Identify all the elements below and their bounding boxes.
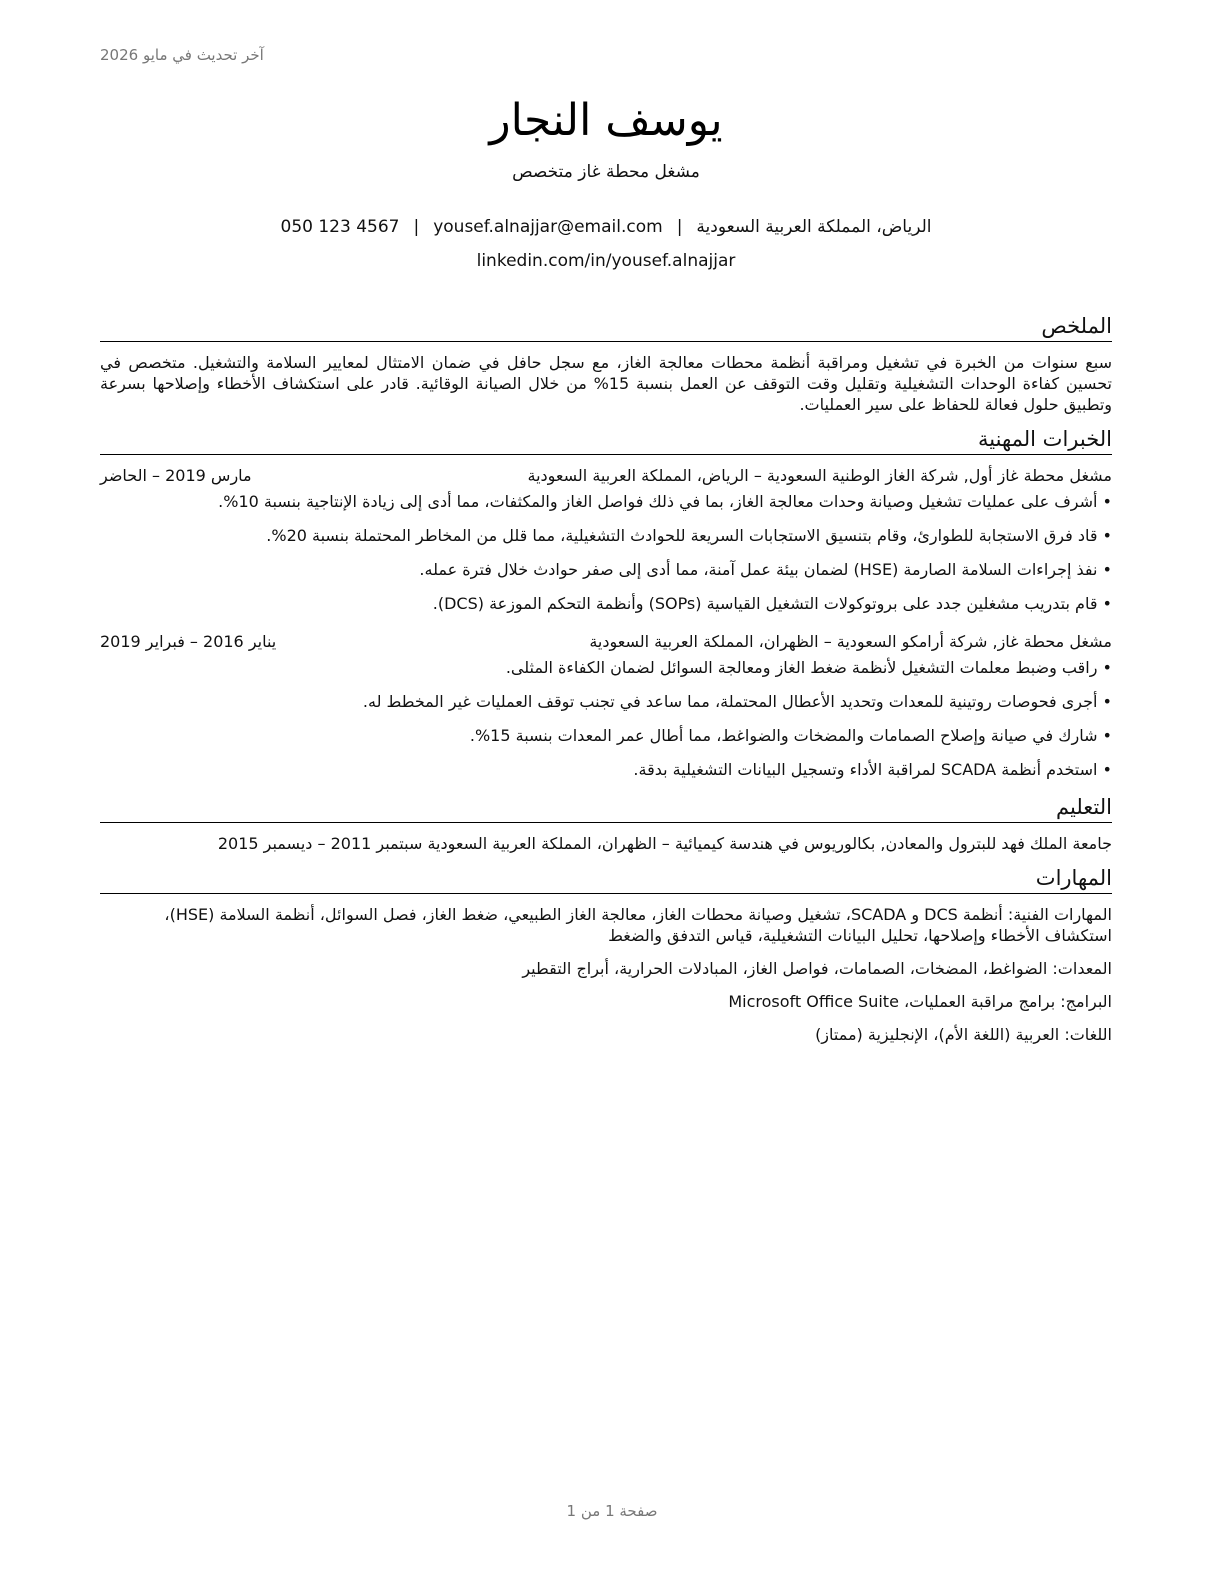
skill-line: المعدات: الضواغط، المضخات، الصمامات، فواصل الغاز، المبادلات الحرارية، أبراج التقطير (522, 959, 1112, 978)
job-date: مارس 2019 – الحاضر (100, 466, 252, 485)
skill-line: المهارات الفنية: أنظمة DCS و SCADA، تشغيل وصيانة محطات الغاز، معالجة الغاز الطبيعي، ضغط الغاز، فصل السوائل، أنظمة السلامة (HSE)، استكشاف الأخطاء وإصلاحها، تحليل البيانات التشغيلية، قياس التدفق والضغط (164, 905, 1112, 945)
job-role: مشغل محطة غاز أول, شركة الغاز الوطنية السعودية – الرياض، المملكة العربية السعودية (527, 466, 1112, 485)
job-role: مشغل محطة غاز, شركة أرامكو السعودية – الظهران، المملكة العربية السعودية (589, 632, 1112, 651)
resume-header (100, 92, 1112, 278)
job-bullet: • أجرى فحوصات روتينية للمعدات وتحديد الأعطال المحتملة، مما ساعد في تجنب توقف العمليات غير المخطط له. (100, 691, 1112, 713)
contact-phone: 050 123 4567 (280, 217, 400, 237)
contact-separator: | (676, 217, 683, 237)
skill-line: البرامج: برامج مراقبة العمليات، Microsoft Office Suite (728, 992, 1112, 1011)
contact-location: الرياض، المملكة العربية السعودية (696, 217, 932, 237)
summary-text: سبع سنوات من الخبرة في تشغيل ومراقبة أنظمة محطات معالجة الغاز، مع سجل حافل في ضمان الامتثال لمعايير السلامة والتشغيل. متخصص في تحسين كفاءة الوحدات التشغيلية وتقليل وقت التوقف عن العمل بنسبة 15% من خلال الصيانة الوقائية. قادر على استكشاف الأخطاء وإصلاحها بسرعة وتطبيق حلول فعالة للحفاظ على سير العمليات. (100, 353, 1112, 414)
job-header (100, 465, 1112, 487)
job-bullets (100, 491, 1112, 615)
job-entry (100, 465, 1112, 615)
job-bullet: • قام بتدريب مشغلين جدد على بروتوكولات التشغيل القياسية (SOPs) وأنظمة التحكم الموزعة (DCS). (100, 593, 1112, 615)
job-date: يناير 2016 – فبراير 2019 (100, 632, 277, 651)
job-bullet: • قاد فرق الاستجابة للطوارئ، وقام بتنسيق الاستجابات السريعة للحوادث التشغيلية، مما قلل من المخاطر المحتملة بنسبة 20%. (100, 525, 1112, 547)
experience-heading: الخبرات المهنية (100, 425, 1112, 455)
summary-heading: الملخص (100, 312, 1112, 342)
job-bullet: • نفذ إجراءات السلامة الصارمة (HSE) لضمان بيئة عمل آمنة، مما أدى إلى صفر حوادث خلال فترة عمله. (100, 559, 1112, 581)
contact-line-1 (100, 210, 1112, 244)
job-title: مشغل محطة غاز متخصص (512, 162, 700, 182)
education-entry: جامعة الملك فهد للبترول والمعادن, بكالوريوس في هندسة كيميائية – الظهران، المملكة العربية السعودية سبتمبر 2011 – ديسمبر 2015 (217, 834, 1112, 853)
job-entry (100, 631, 1112, 781)
job-bullet: • استخدم أنظمة SCADA لمراقبة الأداء وتسجيل البيانات التشغيلية بدقة. (100, 759, 1112, 781)
job-bullet: • أشرف على عمليات تشغيل وصيانة وحدات معالجة الغاز، بما في ذلك فواصل الغاز والمكثفات، مما أدى إلى زيادة الإنتاجية بنسبة 10%. (100, 491, 1112, 513)
contact-linkedin[interactable]: linkedin.com/in/yousef.alnajjar (476, 251, 736, 271)
candidate-name: يوسف النجار (489, 95, 723, 146)
job-header (100, 631, 1112, 653)
contact-info (100, 210, 1112, 278)
job-bullet: • شارك في صيانة وإصلاح الصمامات والمضخات والضواغط، مما أطال عمر المعدات بنسبة 15%. (100, 725, 1112, 747)
job-bullet: • راقب وضبط معلمات التشغيل لأنظمة ضغط الغاز ومعالجة السوائل لضمان الكفاءة المثلى. (100, 657, 1112, 679)
contact-email[interactable]: yousef.alnajjar@email.com (433, 217, 663, 237)
skill-line: اللغات: العربية (اللغة الأم)، الإنجليزية (ممتاز) (815, 1025, 1112, 1044)
resume-body (100, 312, 1112, 1057)
page-number: صفحة 1 من 1 (566, 1502, 658, 1520)
skills-heading: المهارات (100, 864, 1112, 894)
education-heading: التعليم (100, 793, 1112, 823)
last-updated-note: آخر تحديث في مايو 2026 (100, 46, 264, 64)
job-bullets (100, 657, 1112, 781)
contact-separator: | (413, 217, 420, 237)
